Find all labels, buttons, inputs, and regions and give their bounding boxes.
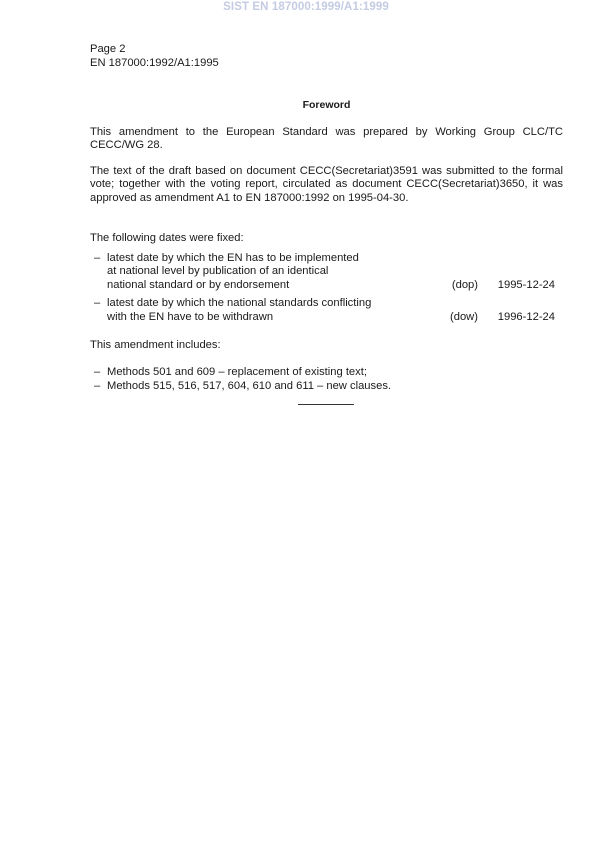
list-item-line: latest date by which the national standards conflicting [107,297,372,310]
page-number: Page 2 [90,43,126,55]
list-item-line: with the EN have to be withdrawn [107,310,274,323]
list-item [94,366,556,380]
dates-list [94,252,556,329]
list-dash: – [94,297,101,310]
section-title: Foreword [302,99,351,111]
paragraph-working-group: This amendment to the European Standard was prepared by Working Group CLC/TC CECC/WG 28. [90,126,563,152]
end-rule [298,404,354,405]
paragraph-dates-intro: The following dates were fixed: [90,232,244,244]
date-value: 1996-12-24 [497,310,555,323]
list-item-text: Methods 501 and 609 – replacement of existing text; [107,366,367,378]
includes-list [94,366,556,393]
date-code: (dop) [451,278,478,291]
list-item [94,297,556,324]
list-dash: – [94,366,101,378]
paragraph-includes-intro: This amendment includes: [90,339,221,351]
page-header [90,43,219,70]
list-dash: – [94,379,101,392]
watermark-text: SIST EN 187000:1999/A1:1999 [223,1,389,13]
date-value: 1995-12-24 [497,278,555,291]
list-item [94,252,556,292]
list-item [94,380,556,394]
date-code: (dow) [450,310,478,323]
list-item-line: at national level by publication of an identical [107,265,329,278]
list-dash: – [94,252,101,264]
list-item-text: Methods 515, 516, 517, 604, 610 and 611 – new clauses. [107,379,392,392]
list-item-line: national standard or by endorsement [107,278,290,291]
list-item-description [107,252,437,292]
list-item-line: latest date by which the EN has to be implemented [107,252,359,264]
paragraph-draft-approval: The text of the draft based on document CECC(Secretariat)3591 was submitted to the formal vote; together with the voting report, circulated as document CECC(Secretariat)3650, it was approved as amendment A1 to EN 187000:1992 on 1995-04-30. [90,165,563,204]
list-item-description [107,297,437,324]
document-reference: EN 187000:1992/A1:1995 [90,56,219,69]
